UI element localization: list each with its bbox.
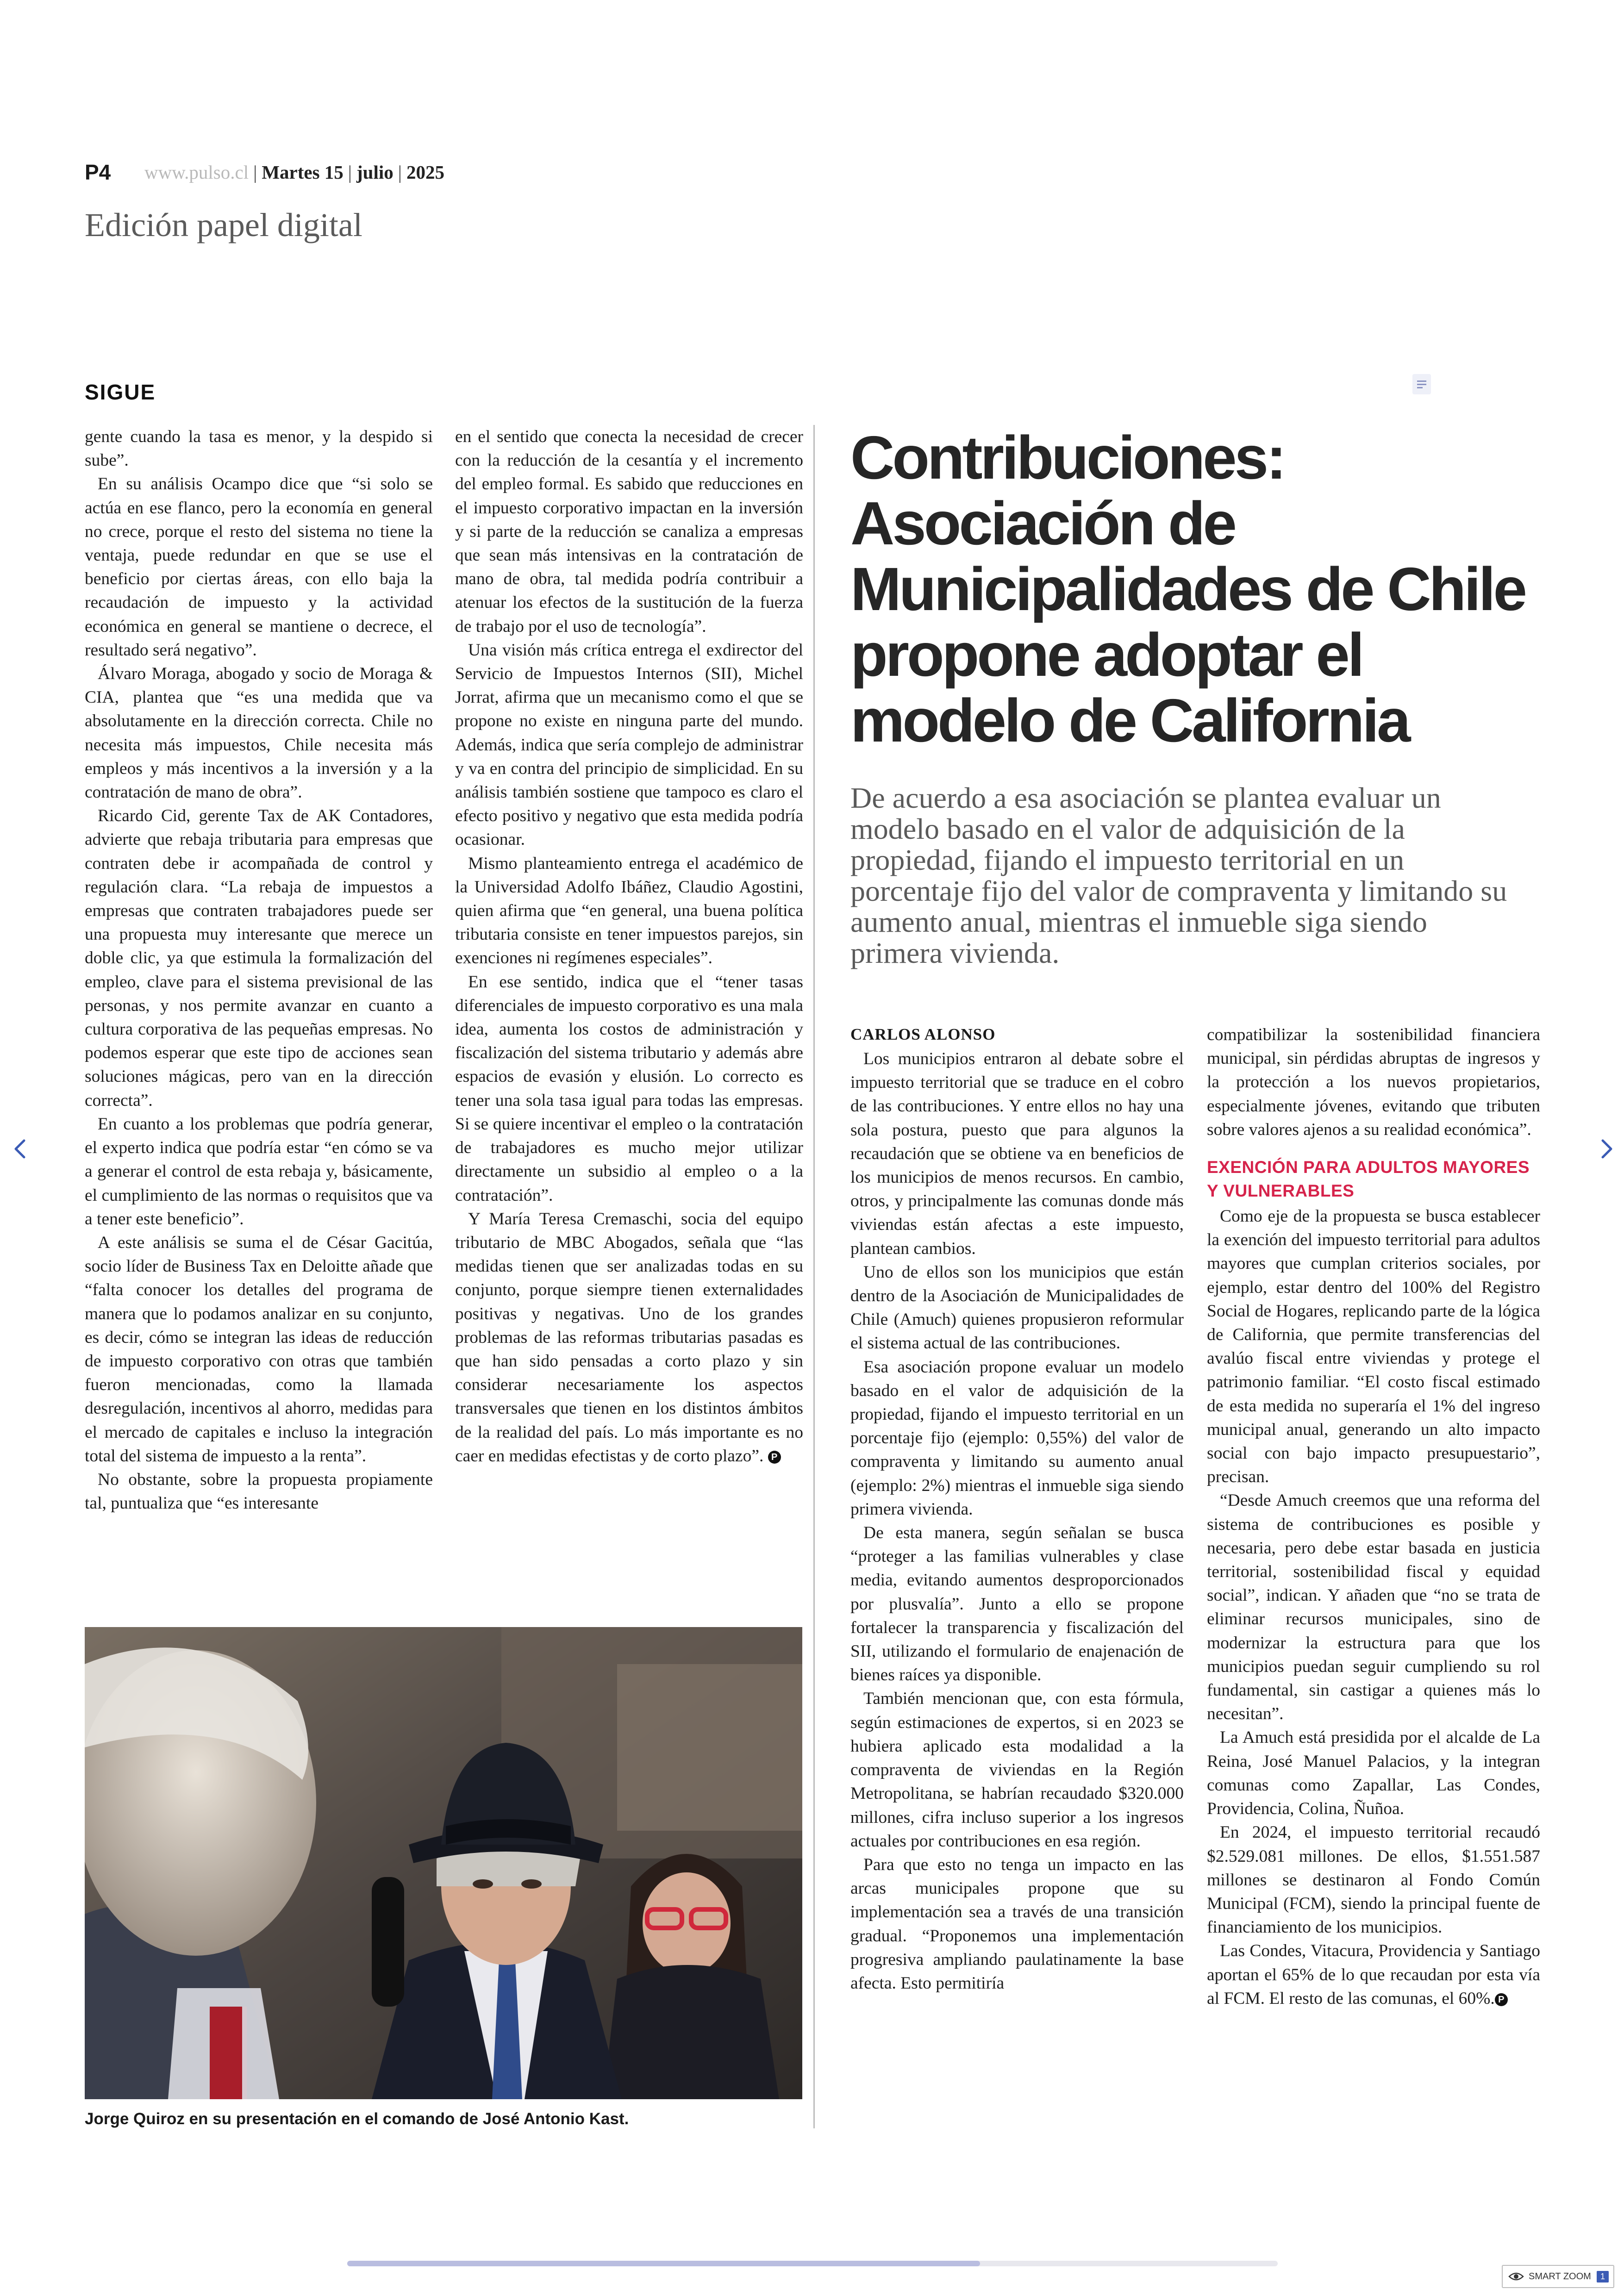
- smart-zoom-button[interactable]: [1502, 2265, 1614, 2288]
- chevron-right-icon: [1593, 1135, 1620, 1163]
- masthead-dateline: www.pulso.cl | Martes 15 | julio | 2025: [144, 162, 444, 183]
- page-number: P4: [85, 160, 111, 184]
- paragraph: [455, 1207, 803, 1468]
- paragraph: En su análisis Ocampo dice que “si solo se actúa en ese flanco, pero la economía en general no crece, porque el resto del sistema no tiene la ventaja, puede redundar en que se use el beneficio por ciertas áreas, con ello baja la recaudación de impuesto y la actividad económica en general se mantiene o decrece, el resultado será negativo”.: [85, 474, 433, 660]
- paragraph: en el sentido que conecta la necesidad de crecer con la reducción de la cesantía y el incremento del empleo formal. Es sabido que reducciones en el impuesto corporativo impactan en la inversión y si parte de la reducción se canaliza a empresas que sean más intensivas en la contratación de mano de obra, tal medida podría contribuir a atenuar los efectos de la sustitución de la fuerza de trabajo por el uso de tecnología”.: [455, 427, 803, 636]
- paragraph: gente cuando la tasa es menor, y la despido si sube”.: [85, 427, 433, 470]
- scroll-thumb[interactable]: [347, 2261, 980, 2266]
- paragraph: Esa asociación propone evaluar un modelo basado en el valor de adquisición de la propiedad, fijando el impuesto territorial en un porcentaje fijo (ejemplo: 0,55%) del valor de compraventa y limitando su aumento anual (ejemplo: 2%) mientras el inmueble siga siendo primera vivienda.: [850, 1357, 1184, 1519]
- left-article-column-1: [85, 425, 433, 1601]
- paragraph-text: Las Condes, Vitacura, Providencia y Santiago aportan el 65% de lo que recaudan por esta vía al FCM. El resto de las comunas, el 60%.: [1207, 1941, 1540, 2008]
- masthead-month: julio: [356, 162, 394, 183]
- left-article-column-2: [455, 425, 803, 1601]
- paragraph-text: Y María Teresa Cremaschi, socia del equipo tributario de MBC Abogados, señala que “las medidas tienen que ser analizadas todas en su conjunto, porque siempre tienen externalidades positivas y negativas. Uno de los grandes problemas de las reformas tributarias pasadas es que han sido pensadas a corto plazo y sin considerar necesariamente los aspectos transversales que tienen en los distintos ámbitos de la realidad del país. Lo más importante es no caer en medidas efectistas y de corto plazo”.: [455, 1209, 803, 1466]
- masthead-year: 2025: [406, 162, 444, 183]
- paragraph: No obstante, sobre la propuesta propiamente tal, puntualiza que “es interesante: [85, 1470, 433, 1513]
- site-url: www.pulso.cl: [144, 162, 249, 183]
- paragraph: Los municipios entraron al debate sobre el impuesto territorial que se traduce en el cobro de las contribuciones. Y entre ellos no hay una sola postura, puesto que para algunos la recaudación que se obtiene va en beneficios de los municipios de menos recursos. En cambio, otros, y principalmente las comunas donde más viviendas están afectas a este impuesto, plantean cambios.: [850, 1049, 1184, 1258]
- headline: Contribuciones: Asociación de Municipalidades de Chile propone adoptar el modelo de California: [850, 424, 1525, 755]
- photo-illustration: [85, 1627, 802, 2099]
- paragraph: Como eje de la propuesta se busca establecer la exención del impuesto territorial para adultos mayores que cumplan criterios sociales, por ejemplo, estar dentro del 100% del Registro Social de Hogares, replicando parte de la lógica de California, que permite transferencias del avalúo fiscal entre viviendas y protege el patrimonio familiar. “El costo fiscal estimado de esta medida no superaría el 1% del ingreso municipal anual, generando un alto impacto social con bajo impacto presupuestario”, precisan.: [1207, 1207, 1540, 1487]
- end-of-article-icon: P: [1495, 1993, 1508, 2006]
- article-photo: [85, 1627, 802, 2099]
- previous-page-button[interactable]: [6, 1135, 34, 1163]
- paragraph: Uno de ellos son los municipios que están dentro de la Asociación de Municipalidades de Chile (Amuch) quienes propusieron reformular el sistema actual de las contribuciones.: [850, 1262, 1184, 1353]
- chevron-left-icon: [6, 1135, 34, 1163]
- photo-caption: Jorge Quiroz en su presentación en el comando de José Antonio Kast.: [85, 2110, 629, 2128]
- paragraph: Para que esto no tenga un impacto en las arcas municipales propone que su implementación sea a través de una transición gradual. “Proponemos una implementación progresiva ampliando paulatinamente la base afecta. Esto permitiría: [850, 1855, 1184, 1993]
- masthead-day: Martes 15: [262, 162, 344, 183]
- right-article-column-1: [850, 1047, 1184, 2130]
- paragraph: Mismo planteamiento entrega el académico de la Universidad Adolfo Ibáñez, Claudio Agostini, quien afirma que “en general, una buena política tributaria consiste en tener impuestos parejos, sin exenciones ni regímenes especiales”.: [455, 854, 803, 968]
- note-icon[interactable]: [1412, 374, 1431, 394]
- eye-icon: [1508, 2271, 1524, 2282]
- smart-zoom-count: 1: [1597, 2271, 1609, 2283]
- paragraph: En ese sentido, indica que el “tener tasas diferenciales de impuesto corporativo es una mala idea, aumenta los costos de administración y fiscalización del sistema tributario y además abre espacios de evasión y elusión. Lo correcto es tener una sola tasa igual para todas las empresas. Si se quiere incentivar el empleo o la contratación de trabajadores es mucho mejor utilizar directamente un subsidio al empleo o a la contratación”.: [455, 972, 803, 1205]
- paragraph: compatibilizar la sostenibilidad financiera municipal, sin pérdidas abruptas de ingresos y la protección a los nuevos propietarios, especialmente jóvenes, evitando que tributen sobre valores ajenos a su realidad económica”.: [1207, 1025, 1540, 1139]
- paragraph: “Desde Amuch creemos que una reforma del sistema de contribuciones es posible y necesaria, pero debe estar basada en justicia territorial, sostenibilidad fiscal y equidad social”, indican. Y añaden que “no se trata de eliminar recursos municipales, sino de modernizar la estructura para que los municipios puedan seguir cumpliendo su rol fundamental, sin castigar a quienes más lo necesitan”.: [1207, 1491, 1540, 1724]
- paragraph: Una visión más crítica entrega el exdirector del Servicio de Impuestos Internos (SII), Michel Jorrat, afirma que un mecanismo como el que se propone no existe en ninguna parte del mundo. Además, indica que sería complejo de administrar y va en contra del principio de simplicidad. En su análisis también sostiene que tampoco es claro el efecto positivo y negativo que esta medida podría ocasionar.: [455, 640, 803, 849]
- byline: CARLOS ALONSO: [850, 1025, 996, 1043]
- paragraph: De esta manera, según señalan se busca “proteger a las familias vulnerables y clase media, evitando aumentos desproporcionados por plusvalía”. Junto a ello se propone fortalecer la transparencia y fiscalización del SII, utilizando el formulario de enajenación de bienes raíces ya disponible.: [850, 1523, 1184, 1685]
- section-label: SIGUE: [85, 380, 156, 404]
- article-deck: De acuerdo a esa asociación se plantea evaluar un modelo basado en el valor de adquisición de la propiedad, fijando el impuesto territorial en un porcentaje fijo del valor de compraventa y limitando su aumento anual, mientras el inmueble siga siendo primera vivienda.: [850, 781, 1507, 969]
- paragraph: A este análisis se suma el de César Gacitúa, socio líder de Business Tax en Deloitte añade que “falta conocer los detalles del programa de manera que lo podamos analizar en su conjunto, es decir, cómo se integran las ideas de reducción de impuesto corporativo con otras que también fueron mencionadas, como la llamada desregulación, incentivos al ahorro, medidas para el mercado de capitales e incluso la integración total del sistema de impuesto a la renta”.: [85, 1233, 433, 1466]
- next-page-button[interactable]: [1593, 1135, 1620, 1163]
- paragraph: En cuanto a los problemas que podría generar, el experto indica que podría estar “en cómo se va a generar el control de esta rebaja y, básicamente, el cumplimiento de las normas o requisitos que va a tener este beneficio”.: [85, 1114, 433, 1229]
- column-divider: [813, 425, 815, 2128]
- smart-zoom-label: SMART ZOOM: [1529, 2271, 1591, 2282]
- right-article-column-2: [1207, 1023, 1540, 2129]
- end-of-article-icon: P: [768, 1451, 781, 1464]
- paragraph: En 2024, el impuesto territorial recaudó $2.529.081 millones. De ellos, $1.551.587 millones se destinaron al Fondo Común Municipal (FCM), siendo la principal fuente de financiamiento de los municipios.: [1207, 1823, 1540, 1937]
- paragraph: También mencionan que, con esta fórmula, según estimaciones de expertos, si en 2023 se hubiera aplicado esta modalidad a la compraventa de viviendas en la Región Metropolitana, se habrían recaudado $320.000 millones, cifra incluso superior a los ingresos actuales por contribuciones en esa región.: [850, 1689, 1184, 1851]
- edition-title: Edición papel digital: [85, 206, 362, 243]
- paragraph: Ricardo Cid, gerente Tax de AK Contadores, advierte que rebaja tributaria para empresas que contraten debe ir acompañada de control y regulación clara. “La rebaja de impuestos a empresas que contraten trabajadores puede ser una propuesta muy interesante que merece un doble clic, ya que estimula la formalización del empleo, clave para el sistema previsional de las personas, y nos permite avanzar en cuanto a cultura corporativa de las pequeñas empresas. No podemos esperar que este tipo de acciones sean soluciones mágicas, pero van en la dirección correcta”.: [85, 806, 433, 1110]
- paragraph: Álvaro Moraga, abogado y socio de Moraga & CIA, plantea que “es una medida que va absolutamente en la dirección correcta. Chile no necesita más impuestos, Chile necesita más empleos y más incentivos a la inversión y a la contratación de mano de obra”.: [85, 664, 433, 802]
- paragraph: La Amuch está presidida por el alcalde de La Reina, José Manuel Palacios, y la integran comunas como Zapallar, Las Condes, Providencia, Colina, Ñuñoa.: [1207, 1728, 1540, 1819]
- subheading: EXENCIÓN PARA ADULTOS MAYORES Y VULNERABLES: [1207, 1158, 1530, 1201]
- paragraph: [1207, 1939, 1540, 2010]
